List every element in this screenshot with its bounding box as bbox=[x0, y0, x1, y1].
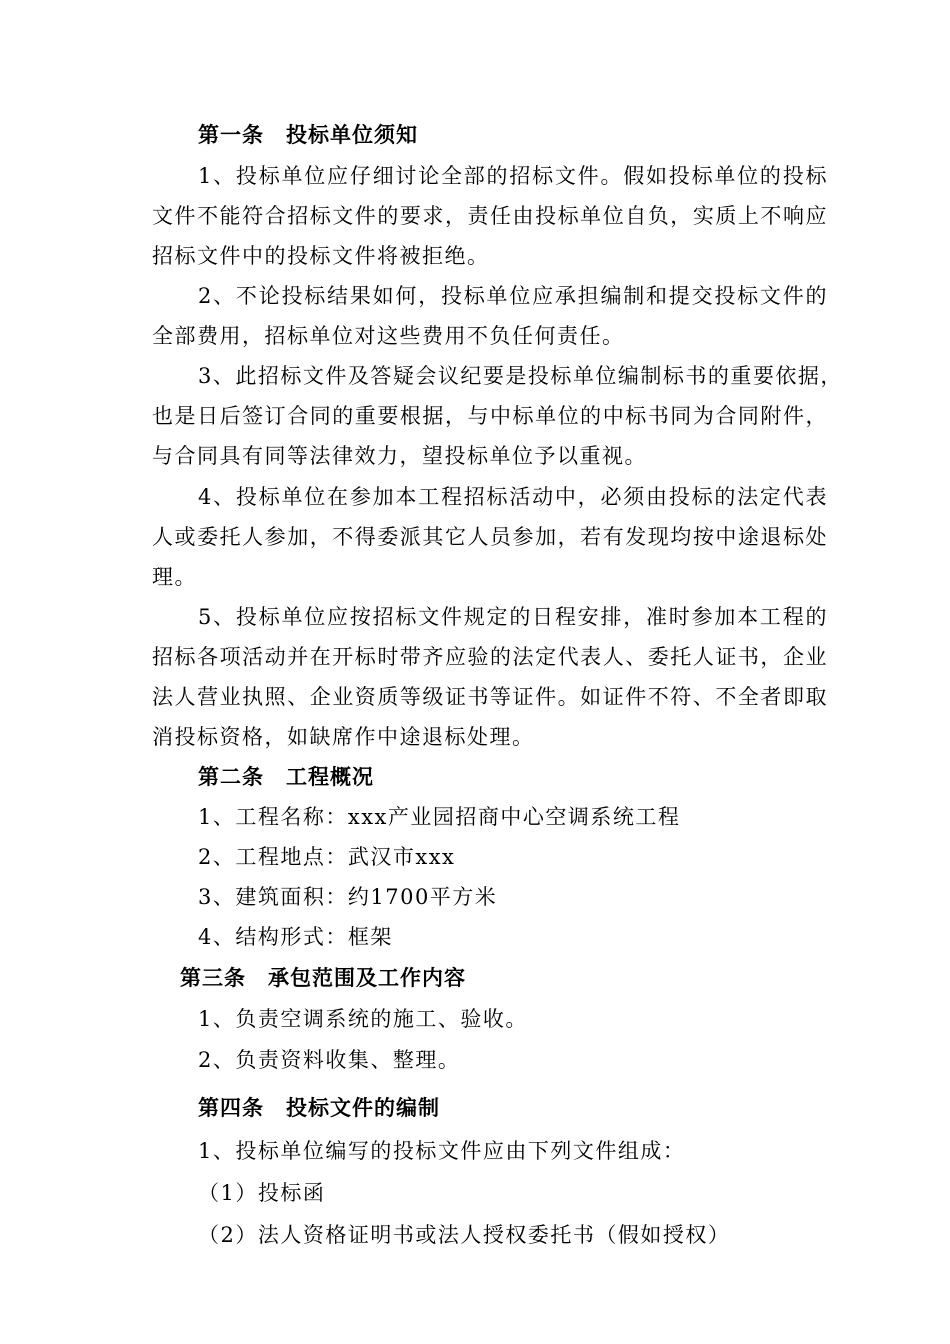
list-item: 3、建筑面积：约1700平方米 bbox=[198, 885, 498, 909]
paragraph-line: 1、投标单位应仔细讨论全部的招标文件。假如投标单位的投标 bbox=[198, 164, 828, 188]
list-item: 1、工程名称：xxx产业园招商中心空调系统工程 bbox=[198, 805, 681, 829]
paragraph-line: 4、投标单位在参加本工程招标活动中，必须由投标的法定代表 bbox=[198, 485, 828, 509]
list-item: 1、负责空调系统的施工、验收。 bbox=[198, 1007, 528, 1031]
paragraph-line: 文件不能符合招标文件的要求，责任由投标单位自负，实质上不响应 bbox=[152, 204, 828, 228]
section-heading-3: 第三条 承包范围及工作内容 bbox=[180, 965, 466, 990]
paragraph-line: 消投标资格，如缺席作中途退标处理。 bbox=[152, 725, 535, 749]
section-heading-1: 第一条 投标单位须知 bbox=[198, 122, 418, 147]
list-item: （2）法人资格证明书或法人授权委托书（假如授权） bbox=[198, 1223, 731, 1247]
paragraph-line: 2、不论投标结果如何，投标单位应承担编制和提交投标文件的 bbox=[198, 284, 828, 308]
paragraph-line: 理。 bbox=[152, 565, 197, 589]
list-item: （1）投标函 bbox=[198, 1181, 326, 1205]
paragraph-line: 与合同具有同等法律效力，望投标单位予以重视。 bbox=[152, 444, 647, 468]
paragraph-line: 全部费用，招标单位对这些费用不负任何责任。 bbox=[152, 324, 625, 348]
section-heading-4: 第四条 投标文件的编制 bbox=[198, 1095, 440, 1120]
list-item: 4、结构形式：框架 bbox=[198, 925, 393, 949]
paragraph-line: 也是日后签订合同的重要根据，与中标单位的中标书同为合同附件， bbox=[152, 404, 828, 428]
list-item: 1、投标单位编写的投标文件应由下列文件组成： bbox=[198, 1139, 686, 1163]
paragraph-line: 招标文件中的投标文件将被拒绝。 bbox=[152, 244, 490, 268]
paragraph-line: 法人营业执照、企业资质等级证书等证件。如证件不符、不全者即取 bbox=[152, 685, 828, 709]
paragraph-line: 5、投标单位应按招标文件规定的日程安排，准时参加本工程的 bbox=[198, 605, 828, 629]
paragraph-line: 人或委托人参加，不得委派其它人员参加，若有发现均按中途退标处 bbox=[152, 525, 828, 549]
paragraph-line: 招标各项活动并在开标时带齐应验的法定代表人、委托人证书，企业 bbox=[152, 645, 828, 669]
list-item: 2、工程地点：武汉市xxx bbox=[198, 845, 456, 869]
paragraph-line: 3、此招标文件及答疑会议纪要是投标单位编制标书的重要依据， bbox=[198, 364, 843, 388]
list-item: 2、负责资料收集、整理。 bbox=[198, 1048, 461, 1072]
section-heading-2: 第二条 工程概况 bbox=[198, 764, 374, 789]
